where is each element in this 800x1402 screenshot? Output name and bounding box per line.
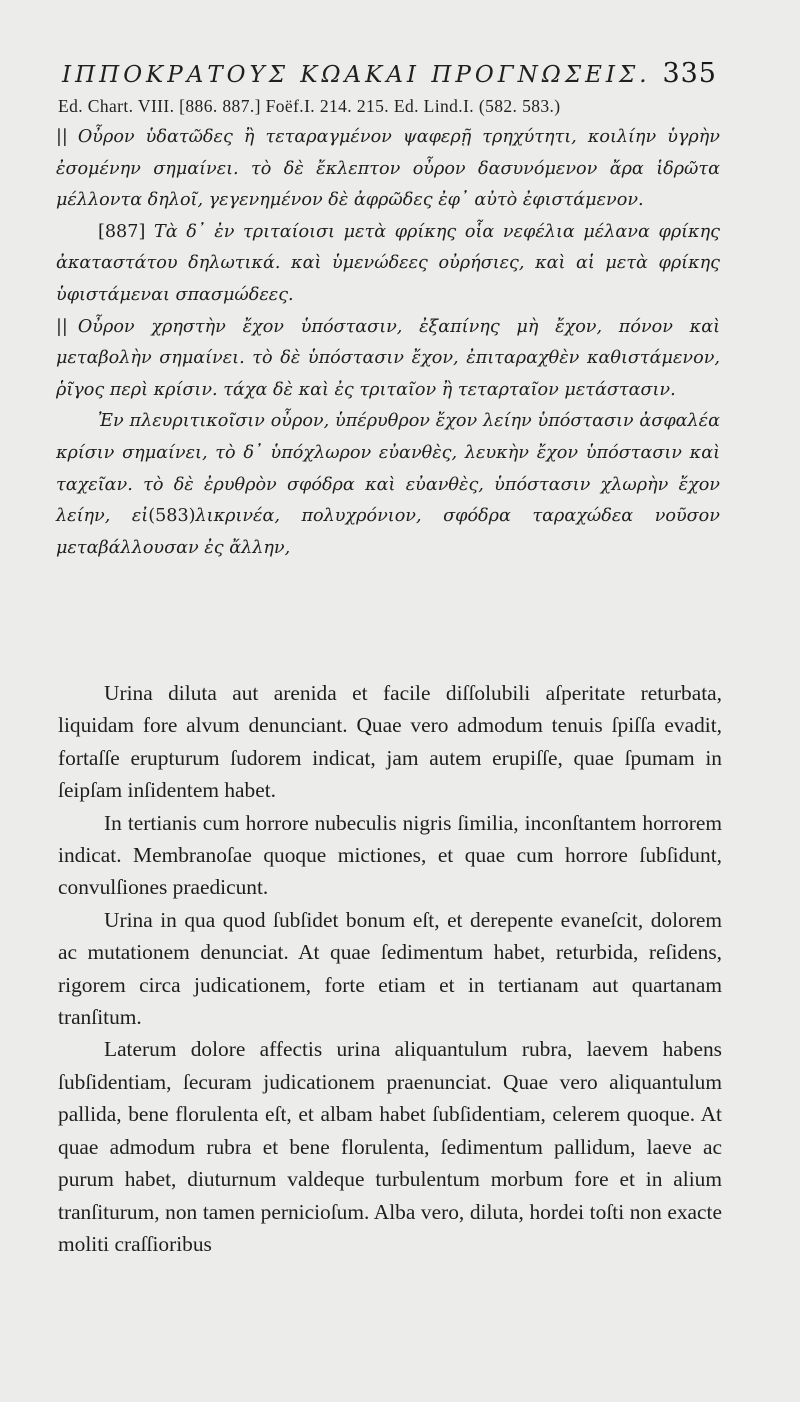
latin-paragraph-2: In tertianis cum horrore nubeculis nigris ſimilia, inconſtantem horrorem indicat. Membranoſae quoque mictiones, et quae cum horrore ſubſidunt, convulſiones praedicunt. (58, 810, 722, 900)
greek-paragraph-3 (56, 312, 720, 407)
greek-paragraph-1 (56, 122, 720, 217)
greek-paragraph-2 (56, 217, 720, 312)
page-reference: [887] (98, 221, 146, 242)
greek-paragraph-2-text: Τὰ δ᾽ ἐν τριταίοισι μετὰ φρίκης οἷα νεφέλια μέλανα φρίκης ἀκαταστάτου δηλωτικά. καὶ ὑμενώδεες οὐρήσιες, καὶ αἱ μετὰ φρίκης ὑφιστάμεναι σπασμώδεες. (56, 221, 720, 305)
latin-paragraph-1: Urina diluta aut arenida et facile diſſolubili aſperitate returbata, liquidam fore alvum denunciant. Quae vero admodum tenuis ſpiſſa evadit, fortaſſe erupturum ſudorem indicat, jam autem erupiſſe, quae ſpumam in ſeipſam inſidentem habet. (58, 681, 722, 803)
latin-paragraph-4: Laterum dolore affectis urina aliquantulum rubra, laevem habens ſubſidentiam, ſecuram judicationem praenunciat. Quae vero aliquantulum pallida, bene florulenta eſt, et albam habet ſubſidentiam, celerem quoque. At quae admodum rubra et bene florulenta, ſedimentum pallidum, laeve ac purum habet, diuturnum valdeque turbulentum morbum fore et in alium tranſiturum, non tamen pernicioſum. Alba vero, diluta, hordei toſti non exacte moliti craſſioribus (58, 1037, 722, 1256)
page-header (62, 58, 717, 89)
greek-paragraph-4 (56, 406, 720, 564)
greek-paragraph-4-text-b: λικρινέα, πολυχρόνιον, σφόδρα ταραχώδεα νοῦσον μεταβάλλουσαν ἐς ἄλλην, (56, 506, 720, 558)
section-marker: || (56, 316, 68, 337)
latin-translation (58, 677, 722, 1260)
greek-text (56, 122, 720, 564)
greek-paragraph-3-text: Οὖρον χρηστὴν ἔχον ὑπόστασιν, ἐξαπίνης μὴ ἔχον, πόνον καὶ μεταβολὴν σημαίνει. τὸ δὲ ὑπόστασιν ἔχον, ἐπιταραχθὲν καθιστάμενον, ῥῖγος περὶ κρίσιν. τάχα δὲ καὶ ἐς τριταῖον ἢ τεταρταῖον μετάστασιν. (56, 316, 720, 400)
running-title: ΙΠΠΟΚΡΑΤΟΥΣ ΚΩΑΚΑΙ ΠΡΟΓΝΩΣΕΙΣ. (62, 62, 651, 88)
edition-references: Ed. Chart. VIII. [886. 887.] Foëf.I. 214. 215. Ed. Lind.I. (582. 583.) (58, 96, 561, 116)
section-marker: || (56, 127, 68, 147)
page-number: 335 (662, 58, 717, 89)
latin-paragraph-3: Urina in qua quod ſubſidet bonum eſt, et derepente evaneſcit, dolorem ac mutationem denunciat. At quae ſedimentum habet, returbida, reſidens, rigorem circa judicationem, forte etiam et in tertianam aut quartanam tranſitum. (58, 907, 722, 1030)
greek-paragraph-1-text: Οὖρον ὑδατῶδες ἢ τεταραγμένον ψαφερῇ τρηχύτητι, κοιλίην ὑγρὴν ἐσομένην σημαίνει. τὸ δὲ ἔκλεπτον οὖρον δασυνόμενον ἄρα ἱδρῶτα μέλλοντα δηλοῖ, γεγενημένον δὲ ἀφρῶδες ἐφ᾽ αὐτὸ ἐφιστάμενον. (56, 127, 720, 211)
page-reference: (583) (148, 506, 196, 527)
greek-paragraph-4-text-a: Ἐν πλευριτικοῖσιν οὖρον, ὑπέρυθρον ἔχον λείην ὑπόστασιν ἀσφαλέα κρίσιν σημαίνει, τὸ δ᾽ ὑπόχλωρον εὐανθὲς, λευκὴν ἔχον ὑπόστασιν καὶ ταχεῖαν. τὸ δὲ ἐρυθρὸν σφόδρα καὶ εὐανθὲς, ὑπόστασιν χλωρὴν ἔχον λείην, εἰ (56, 411, 720, 527)
